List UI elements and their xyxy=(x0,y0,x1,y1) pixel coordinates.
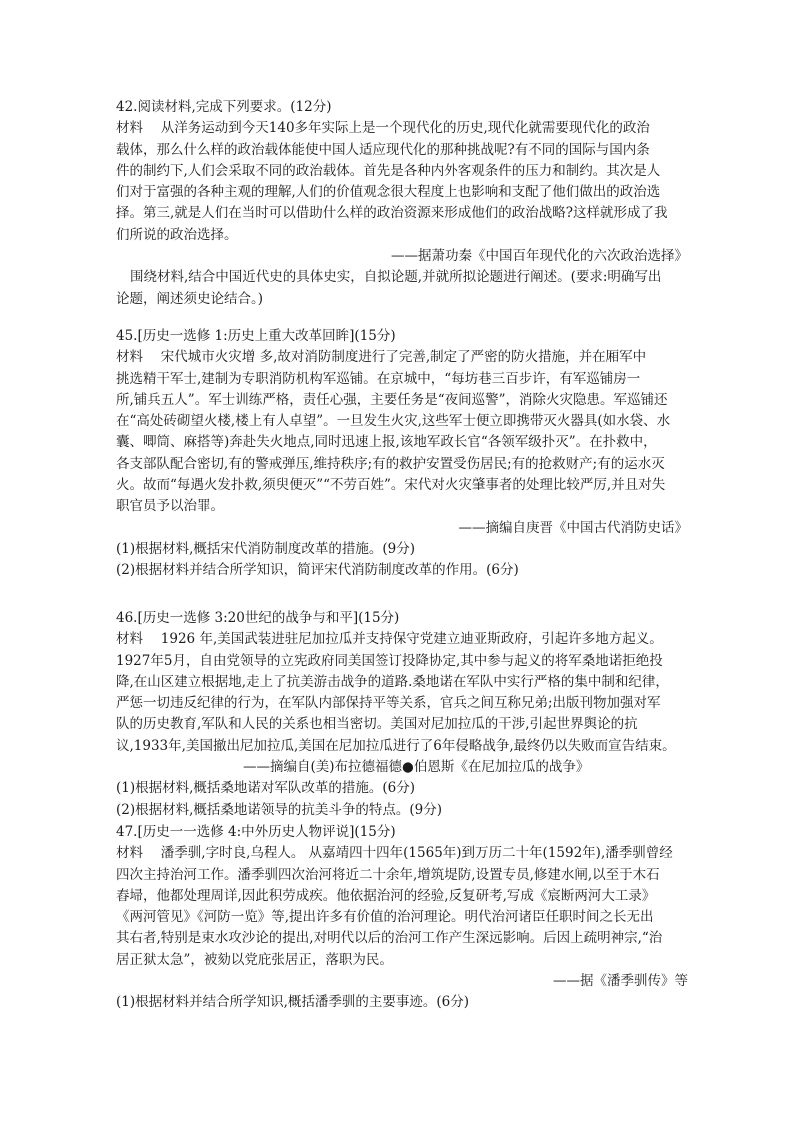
material-line: 材料 1926 年,美国武装进驻尼加拉瓜并支持保守党建立迪亚斯政府，引起许多地方起义。 xyxy=(116,631,663,648)
material-line: 舂埽，他都处理周详,因此积劳成疾。他依据治河的经验,反复研考,写成《宸断两河大工录》 xyxy=(116,887,656,904)
material-line: 其右者,特别是束水攻沙论的提出,对明代以后的治河工作产生深远影响。后因上疏明神宗,“治 xyxy=(116,930,663,947)
task-line: 论题，阐述须史论结合。) xyxy=(116,290,264,307)
material-line: 45.[历史一选修 1:历史上重大改革回眸](15分) xyxy=(116,328,396,344)
sub-question: (2)根据材料,概括桑地诺领导的抗美斗争的特点。(9分) xyxy=(116,801,443,818)
q47-source: ——据《潘季驯传》等 xyxy=(553,973,688,990)
material-line: 各支部队配合密切,有的警戒弹压,维持秩序;有的救护安置受伤居民;有的抢救财产;有的运水灭 xyxy=(116,455,665,472)
material-line: 挑选精干军士,建制为专职消防机构军巡铺。在京城中，“每坊巷三百步许，有军巡铺房一 xyxy=(116,370,641,387)
sub-question: (1)根据材料,概括桑地诺对军队改革的措施。(6分) xyxy=(116,780,416,797)
task-line: 围绕材料,结合中国近代史的具体史实，自拟论题,并就所拟论题进行阐述。(要求:明确写出 xyxy=(130,269,662,286)
material-line: 们对于富强的各种主观的理解,人们的价值观念很大程度上也影响和支配了他们做出的政治选 xyxy=(116,184,661,201)
material-line: 材料 潘季驯,字时良,乌程人。 从嘉靖四十四年(1565年)到万历二十年(1592年),潘季驯曾经 xyxy=(116,845,673,862)
material-line: 居正狱太急”，被劾以党庇张居正，落职为民。 xyxy=(116,951,393,968)
q45-source: ——摘编自庚晋《中国古代消防史话》 xyxy=(458,519,688,536)
material-line: 队的历史教育,军队和人民的关系也相当密切。美国对尼加拉瓜的干涉,引起世界舆论的抗 xyxy=(116,716,638,733)
material-line: 议,1933年,美国撤出尼加拉瓜,美国在尼加拉瓜进行了6年侵略战争,最终仍以失败而宣告结束。 xyxy=(116,737,676,754)
q46-source: ——摘编自(美)布拉德福德●伯恩斯《在尼加拉瓜的战争》 xyxy=(243,759,590,776)
sub-question: (1)根据材料并结合所学知识,概括潘季驯的主要事迹。(6分) xyxy=(116,994,470,1011)
material-line: 《两河管见》《河防一览》等,提出许多有价值的治河理论。明代治河诸臣任职时间之长无出 xyxy=(116,909,654,926)
material-line: 材料 从洋务运动到今天140多年实际上是一个现代化的历史,现代化就需要现代化的政治 xyxy=(116,120,650,137)
material-line: 载体，那么什么样的政治载体能使中国人适应现代化的那种挑战呢?有不同的国际与国内条 xyxy=(116,141,650,158)
q42-source: ——据萧功秦《中国百年现代化的六次政治选择》 xyxy=(391,248,688,265)
material-line: 火。故而“每遇火发扑救,须臾便灭”“不劳百姓”。宋代对火灾肇事者的处理比较严厉,并且对失 xyxy=(116,477,666,494)
material-line: 材料 宋代城市火灾增 多,故对消防制度进行了完善,制定了严密的防火措施，并在厢军中 xyxy=(116,349,647,366)
sub-question: (1)根据材料,概括宋代消防制度改革的措施。(9分) xyxy=(116,540,416,557)
question-45 xyxy=(116,326,688,582)
material-line: 件的制约下,人们会采取不同的政治载体。首先是各种内外客观条件的压力和制约。其次是人 xyxy=(116,162,661,179)
material-line: 1927年5月，自由党领导的立宪政府同美国签订投降协定,其中参与起义的将军桑地诺拒绝投 xyxy=(116,652,663,669)
material-line: 在“高处砖砌望火楼,楼上有人卓望”。一旦发生火灾,这些军士便立即携带灭火器具(如水袋、水 xyxy=(116,413,671,430)
material-line: 46.[历史一选修 3:20世纪的战争与和平](15分) xyxy=(116,610,400,626)
material-line: 们所说的政治选择。 xyxy=(116,226,238,243)
material-line: 47.[历史一一选修 4:中外历史人物评说](15分) xyxy=(116,824,396,840)
question-47 xyxy=(116,822,688,1014)
sub-question: (2)根据材料并结合所学知识，简评宋代消防制度改革的作用。(6分) xyxy=(116,562,519,579)
material-line: 择。第三,就是人们在当时可以借助什么样的政治资源来形成他们的政治战略?这样就形成了我 xyxy=(116,205,668,222)
material-line: 囊、唧筒、麻搭等)奔赴失火地点,同时迅速上报,该地军政长官“各领军级扑灭”。在扑救中， xyxy=(116,434,657,451)
question-42 xyxy=(116,97,688,310)
material-line: 降,在山区建立根据地,走上了抗美游击战争的道路.桑地诺在军队中实行严格的集中制和纪律， xyxy=(116,673,669,690)
material-line: 职官员予以治罪。 xyxy=(116,498,224,515)
question-46 xyxy=(116,608,688,821)
material-line: 四次主持治河工作。潘季驯四次治河将近二十余年,增筑堤防,设置专员,修建水闸,以至于木石 xyxy=(116,866,660,883)
material-line: 严惩一切违反纪律的行为，在军队内部保持平等关系，官兵之间互称兄弟;出版刊物加强对军 xyxy=(116,695,661,712)
material-line: 所,铺兵五人”。军士训练严格，责任心强，主要任务是“夜间巡警”，消除火灾隐患。军巡铺还 xyxy=(116,391,668,408)
material-line: 42.阅读材料,完成下列要求。(12分) xyxy=(116,99,332,115)
